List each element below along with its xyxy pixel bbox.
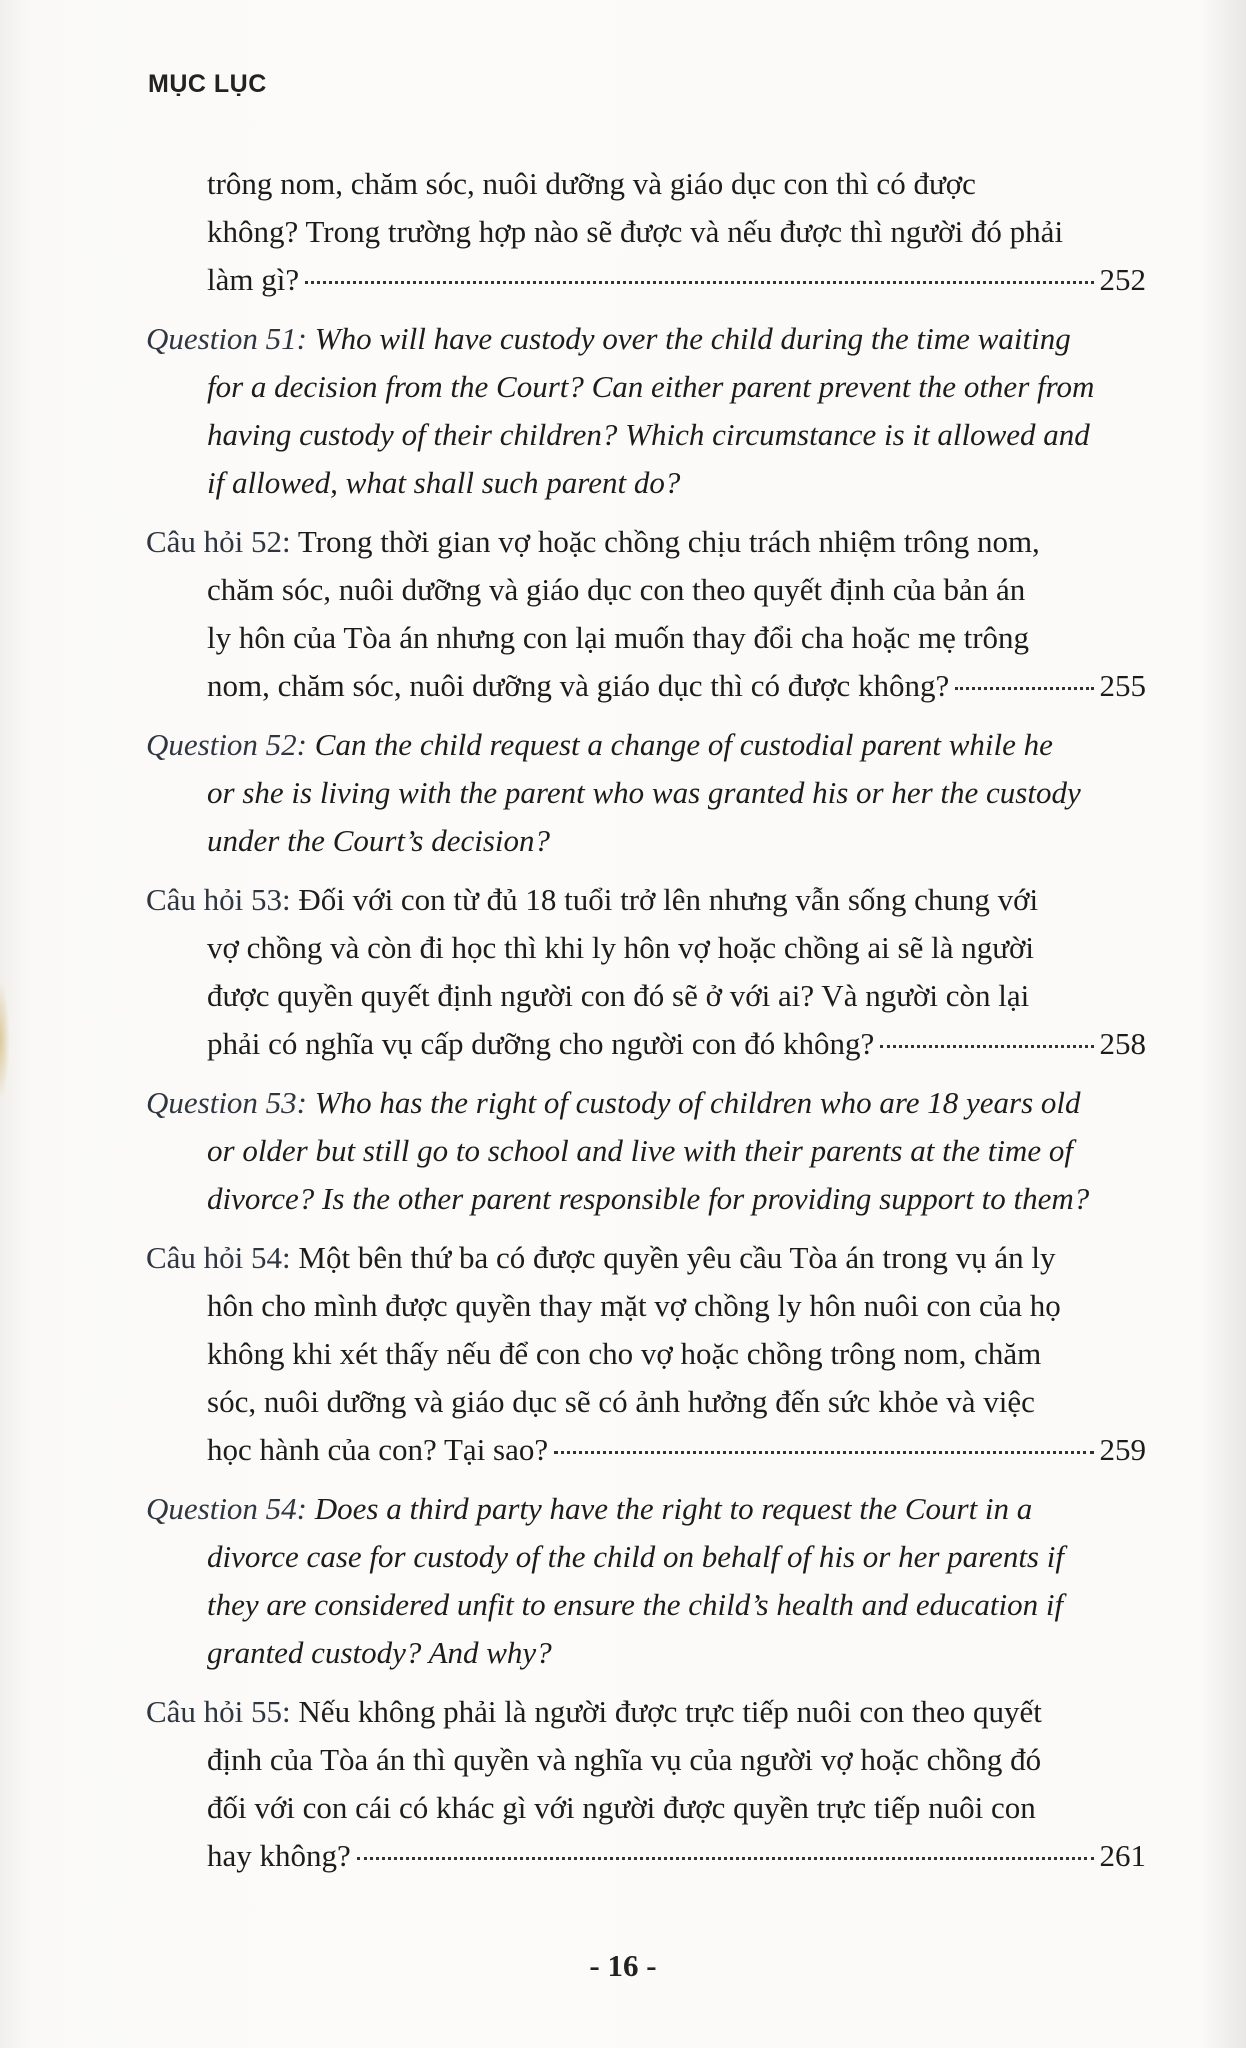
toc-entry-cau-hoi-53	[146, 876, 1146, 1068]
question-text: Một bên thứ ba có được quyền yêu cầu Tòa án trong vụ án ly	[290, 1240, 1056, 1275]
toc-entry-line: định của Tòa án thì quyền và nghĩa vụ của người vợ hoặc chồng đó	[207, 1742, 1042, 1777]
dot-leader	[305, 281, 1093, 284]
toc-entry-first-line	[146, 876, 1146, 924]
question-text: Trong thời gian vợ hoặc chồng chịu trách nhiệm trông nom,	[290, 524, 1040, 559]
toc-entry-first-line	[146, 721, 1146, 769]
toc-entry-line: hay không?	[207, 1838, 351, 1873]
toc-entry-line: for a decision from the Court? Can either parent prevent the other from	[207, 369, 1095, 404]
toc-entry-first-line	[146, 315, 1146, 363]
toc-entry-line: trông nom, chăm sóc, nuôi dưỡng và giáo dục con thì có được	[207, 166, 976, 201]
toc-entry-question-54	[146, 1485, 1146, 1677]
toc-entry	[146, 160, 1146, 304]
page-reference: 261	[1099, 1838, 1146, 1873]
toc-entry-line: divorce? Is the other parent responsible for providing support to them?	[207, 1181, 1090, 1216]
question-text: Who will have custody over the child during the time waiting	[307, 321, 1071, 356]
toc-entry-line: sóc, nuôi dưỡng và giáo dục sẽ có ảnh hưởng đến sức khỏe và việc	[207, 1384, 1035, 1419]
toc-entry-first-line	[146, 1079, 1146, 1127]
toc-entry-question-52	[146, 721, 1146, 865]
toc-entry-first-line	[146, 1485, 1146, 1533]
question-text: Nếu không phải là người được trực tiếp nuôi con theo quyết	[290, 1694, 1042, 1729]
toc-entry-line: if allowed, what shall such parent do?	[207, 465, 681, 500]
toc-entry-line: granted custody? And why?	[207, 1635, 552, 1670]
toc-entry-line: hôn cho mình được quyền thay mặt vợ chồng ly hôn nuôi con của họ	[207, 1288, 1061, 1323]
question-label: Question 54:	[146, 1491, 308, 1526]
toc-entry-line: không? Trong trường hợp nào sẽ được và nếu được thì người đó phải	[207, 214, 1064, 249]
question-label: Câu hỏi 52:	[146, 524, 291, 559]
toc-entry-line: làm gì?	[207, 262, 300, 297]
dot-leader	[554, 1451, 1093, 1454]
toc-entry-line: không khi xét thấy nếu để con cho vợ hoặc chồng trông nom, chăm	[207, 1336, 1042, 1371]
toc-entry-leader-line[interactable]	[146, 1020, 1146, 1068]
page-number: - 16 -	[589, 1948, 657, 1983]
toc-entry-line: học hành của con? Tại sao?	[207, 1432, 549, 1467]
dot-leader	[880, 1045, 1093, 1048]
toc-entry-first-line	[146, 1688, 1146, 1736]
table-of-contents	[146, 160, 1146, 1891]
toc-entry-leader-line[interactable]	[146, 662, 1146, 710]
question-label: Question 51:	[146, 321, 308, 356]
toc-entry-first-line	[146, 1234, 1146, 1282]
page-edge-shadow	[0, 980, 10, 1100]
toc-entry-line: or she is living with the parent who was granted his or her the custody	[207, 775, 1081, 810]
toc-entry-line: they are considered unfit to ensure the child’s health and education if	[207, 1587, 1064, 1622]
question-label: Câu hỏi 55:	[146, 1694, 291, 1729]
question-label: Câu hỏi 53:	[146, 882, 291, 917]
toc-entry-cau-hoi-52	[146, 518, 1146, 710]
toc-entry-leader-line[interactable]	[146, 256, 1146, 304]
question-label: Question 52:	[146, 727, 308, 762]
question-text: Can the child request a change of custodial parent while he	[307, 727, 1053, 762]
page-reference: 255	[1099, 668, 1146, 703]
toc-entry-line: chăm sóc, nuôi dưỡng và giáo dục con theo quyết định của bản án	[207, 572, 1026, 607]
toc-entry-leader-line[interactable]	[146, 1426, 1146, 1474]
toc-entry-cau-hoi-55	[146, 1688, 1146, 1880]
toc-entry-line: phải có nghĩa vụ cấp dưỡng cho người con đó không?	[207, 1026, 875, 1061]
toc-entry-line: được quyền quyết định người con đó sẽ ở với ai? Và người còn lại	[207, 978, 1030, 1013]
toc-entry-first-line	[146, 518, 1146, 566]
toc-entry-line: đối với con cái có khác gì với người được quyền trực tiếp nuôi con	[207, 1790, 1036, 1825]
question-label: Câu hỏi 54:	[146, 1240, 291, 1275]
toc-entry-leader-line[interactable]	[146, 1832, 1146, 1880]
toc-entry-line: vợ chồng và còn đi học thì khi ly hôn vợ hoặc chồng ai sẽ là người	[207, 930, 1035, 965]
toc-entry-line: under the Court’s decision?	[207, 823, 550, 858]
page-reference: 252	[1099, 262, 1146, 297]
toc-entry-cau-hoi-54	[146, 1234, 1146, 1474]
toc-entry-line: ly hôn của Tòa án nhưng con lại muốn thay đổi cha hoặc mẹ trông	[207, 620, 1030, 655]
toc-entry-question-51	[146, 315, 1146, 507]
toc-entry-question-53	[146, 1079, 1146, 1223]
question-label: Question 53:	[146, 1085, 308, 1120]
toc-entry-line: divorce case for custody of the child on behalf of his or her parents if	[207, 1539, 1064, 1574]
toc-entry-line: nom, chăm sóc, nuôi dưỡng và giáo dục thì có được không?	[207, 668, 950, 703]
question-text: Who has the right of custody of children who are 18 years old	[307, 1085, 1081, 1120]
toc-entry-line: having custody of their children? Which circumstance is it allowed and	[207, 417, 1090, 452]
page-reference: 259	[1099, 1432, 1146, 1467]
running-header: MỤC LỤC	[148, 70, 267, 98]
page-reference: 258	[1099, 1026, 1146, 1061]
dot-leader	[357, 1857, 1094, 1860]
question-text: Does a third party have the right to request the Court in a	[307, 1491, 1033, 1526]
question-text: Đối với con từ đủ 18 tuổi trở lên nhưng vẫn sống chung với	[290, 882, 1039, 917]
dot-leader	[955, 687, 1093, 690]
toc-entry-line: or older but still go to school and live with their parents at the time of	[207, 1133, 1073, 1168]
